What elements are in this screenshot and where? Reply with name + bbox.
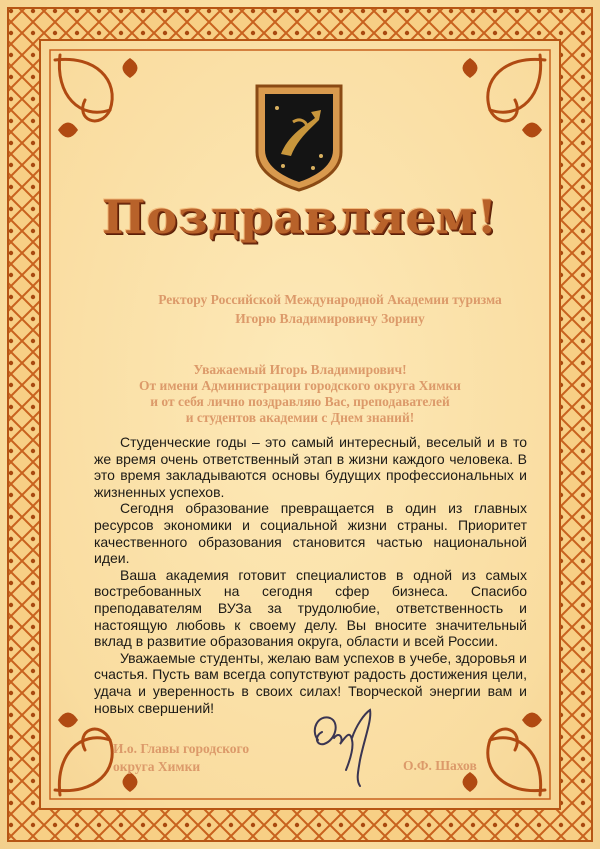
recipient-line: Игорю Владимировичу Зорину [235, 311, 425, 326]
recipient-block [120, 290, 540, 328]
letter-body [94, 434, 527, 716]
position-line: И.о. Главы городского [113, 741, 250, 756]
body-paragraph: Студенческие годы – это самый интересный, веселый и в то же время очень ответственный этап в жизни каждого человека. В это время закладываются основы будущих профессиональных и жизненных успехов. [94, 434, 527, 500]
greeting-line: и от себя лично поздравляю Вас, преподавателей [150, 394, 450, 409]
signatory-name: О.Ф. Шахов [403, 758, 477, 773]
body-paragraph: Ваша академия готовит специалистов в одной из самых востребованных на сегодня сфер бизнеса. Спасибо преподавателям ВУЗа за трудолюбие, ответственность и настоящую любовь к своему делу. Вы вносите значительный вклад в развитие образования округа, области и всей России. [94, 566, 527, 650]
body-paragraph: Уважаемые студенты, желаю вам успехов в учебе, здоровья и счастья. Пусть вам всегда сопутствуют радость достижения цели, удача и уверенность в своих силах! Творческой энергии вам и новых свершений! [94, 649, 527, 716]
recipient-line: Ректору Российской Международной Академии туризма [158, 292, 502, 307]
position-line: округа Химки [113, 759, 201, 774]
greeting-line: От имени Администрации городского округа Химки [139, 378, 461, 393]
coat-of-arms-emblem [253, 82, 345, 192]
body-paragraph: Сегодня образование превращается в один из главных ресурсов экономики и социальной жизни страны. Приоритет качественного образования становится частью национальной идеи. [94, 500, 527, 567]
greeting-line: и студентов академии с Днем знаний! [185, 410, 415, 425]
page-title: Поздравляем! [102, 190, 498, 244]
greeting-block [95, 362, 505, 426]
handwritten-signature [300, 700, 390, 790]
greeting-line: Уважаемый Игорь Владимирович! [193, 362, 407, 377]
signatory-position [113, 740, 249, 776]
